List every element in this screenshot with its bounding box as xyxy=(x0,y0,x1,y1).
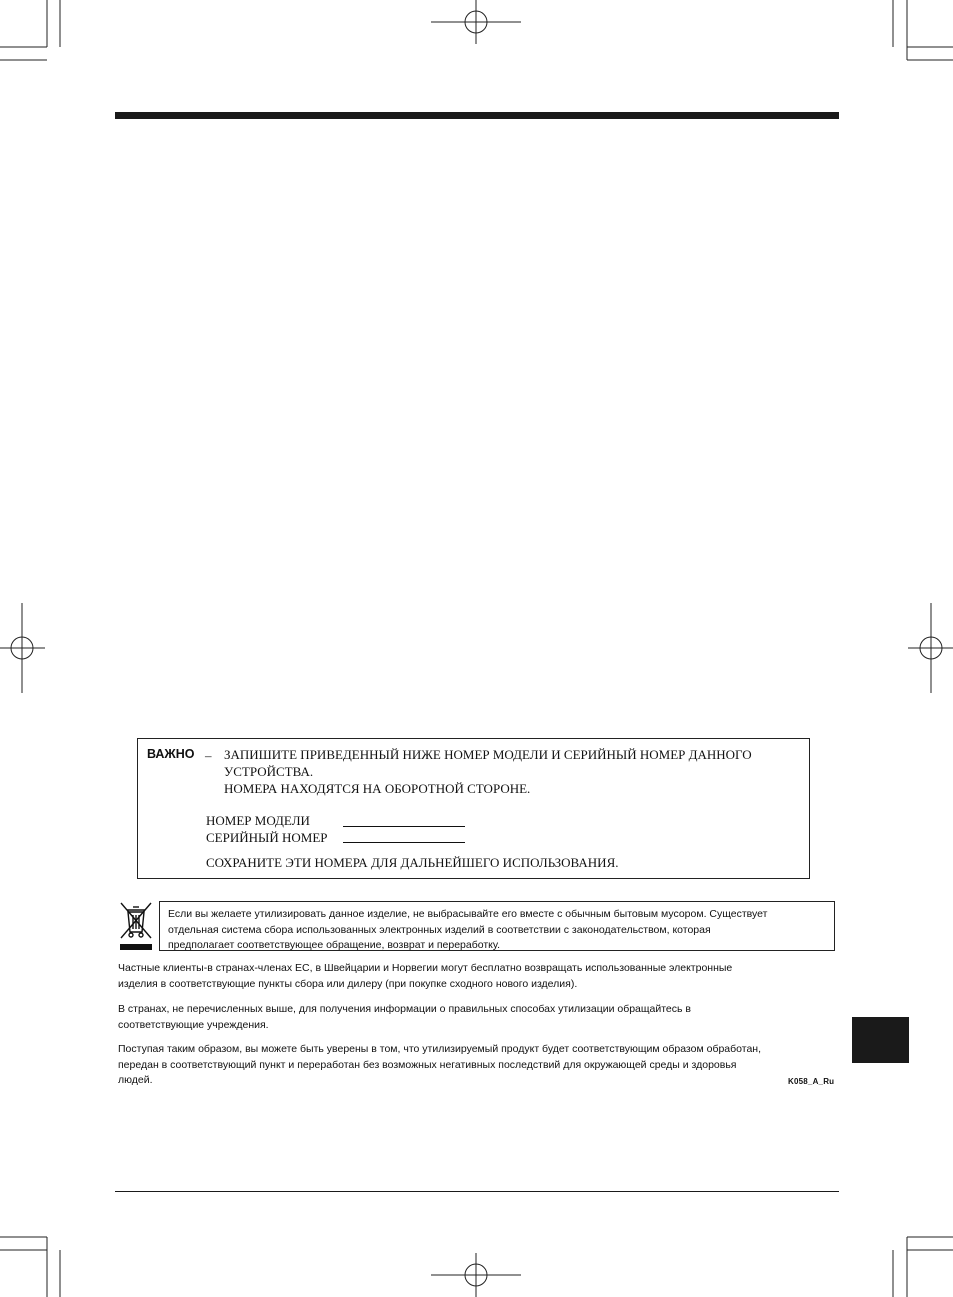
disposal-box-line-2: отдельная система сбора использованных электронных изделий в соответствии с законодательством, которая xyxy=(168,923,711,936)
model-number-label: НОМЕР МОДЕЛИ xyxy=(206,813,310,828)
paragraph-line: людей. xyxy=(118,1074,153,1086)
paragraph-line: Частные клиенты-в странах-членах ЕС, в Швейцарии и Норвегии могут бесплатно возвращать использованные электронные xyxy=(118,962,733,974)
serial-number-label: СЕРИЙНЫЙ НОМЕР xyxy=(206,830,328,845)
model-number-field xyxy=(343,826,465,827)
section-tab-marker xyxy=(852,1017,909,1063)
disposal-box-line-3: предполагает соответствующее обращение, возврат и переработку. xyxy=(168,939,501,951)
bottom-rule xyxy=(115,1191,839,1192)
document-code: K058_A_Ru xyxy=(788,1077,835,1086)
important-line-1: ЗАПИШИТЕ ПРИВЕДЕННЫЙ НИЖЕ НОМЕР МОДЕЛИ И СЕРИЙНЫЙ НОМЕР ДАННОГО xyxy=(224,747,752,762)
paragraph-assurance xyxy=(118,1042,836,1089)
paragraph-line: В странах, не перечисленных выше, для получения информации о правильных способах утилизации обращайтесь в xyxy=(118,1003,691,1015)
paragraph-line: соответствующие учреждения. xyxy=(118,1018,269,1031)
serial-number-field xyxy=(343,842,465,843)
paragraph-other-countries xyxy=(118,1002,836,1033)
keep-numbers-text: СОХРАНИТЕ ЭТИ НОМЕРА ДЛЯ ДАЛЬНЕЙШЕГО ИСПОЛЬЗОВАНИЯ. xyxy=(206,855,619,870)
paragraph-line: изделия в соответствующие пункты сбора или дилеру (при покупке сходного нового изделия). xyxy=(118,977,578,990)
paragraph-line: передан в соответствующий пункт и переработан без возможных негативных последствий для окружающей среды и здоровья xyxy=(118,1058,737,1071)
paragraph-line: Поступая таким образом, вы можете быть уверены в том, что утилизируемый продукт будет соответствующим образом обработан, xyxy=(118,1043,762,1055)
important-dash: – xyxy=(205,748,212,763)
important-line-2: УСТРОЙСТВА. xyxy=(224,764,314,779)
important-label: ВАЖНО xyxy=(147,747,195,761)
disposal-notice-box xyxy=(159,901,835,951)
paragraph-eu-clients xyxy=(118,961,836,992)
top-rule xyxy=(115,112,839,119)
important-line-3: НОМЕРА НАХОДЯТСЯ НА ОБОРОТНОЙ СТОРОНЕ. xyxy=(224,781,531,796)
crossed-out-wheeled-bin-icon xyxy=(118,900,154,952)
disposal-box-line-1: Если вы желаете утилизировать данное изделие, не выбрасывайте его вместе с обычным бытовым мусором. Существует xyxy=(168,908,768,920)
